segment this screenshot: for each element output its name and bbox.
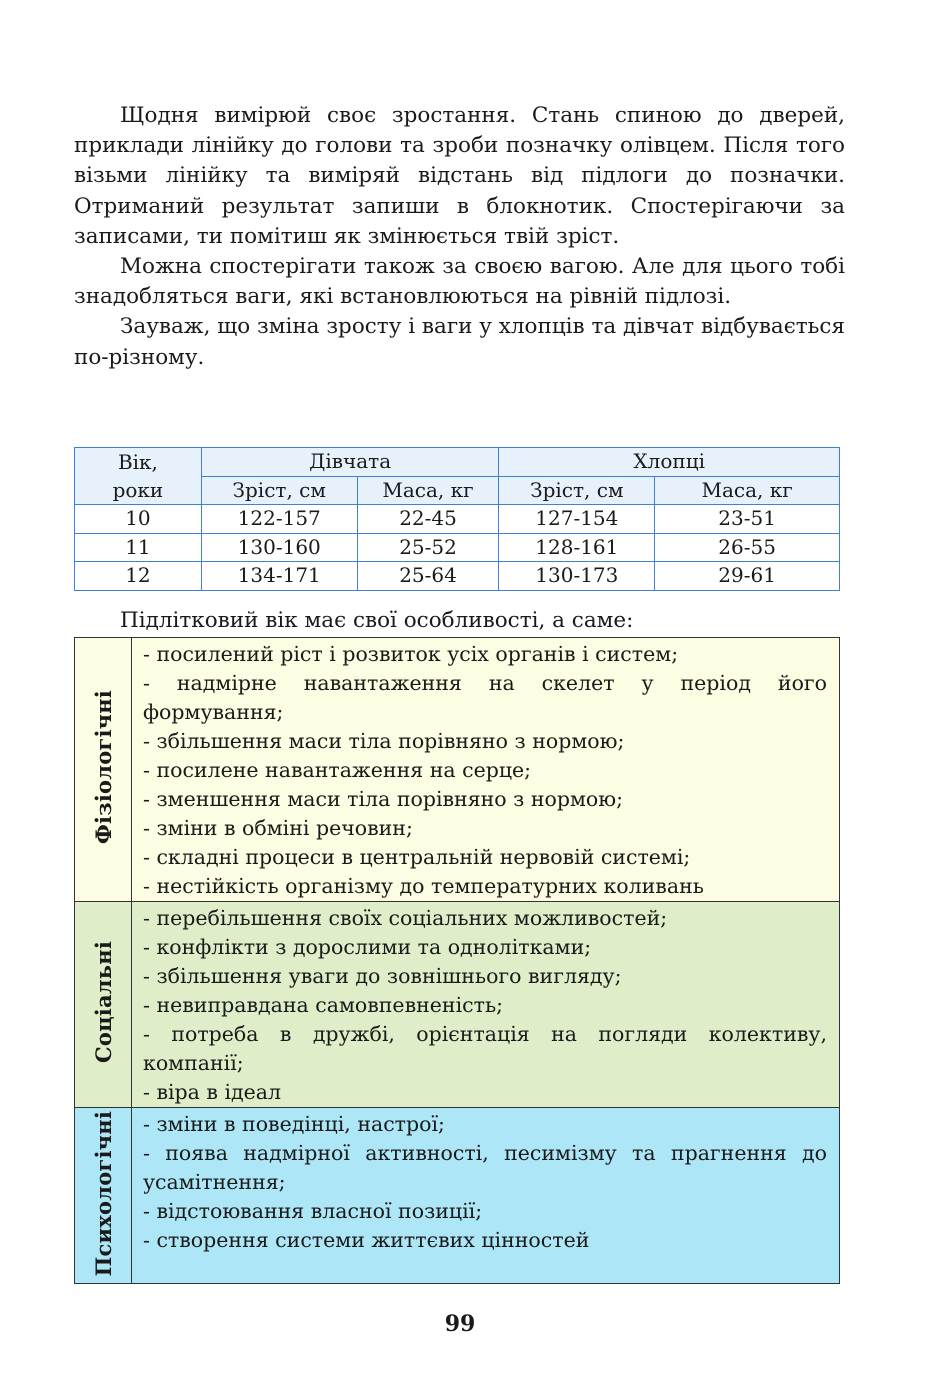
physiological-label-cell [75,638,132,902]
age-cell: 11 [75,533,202,562]
list-item: - перебільшення своїх соціальних можливостей; [143,906,668,930]
boys-mass-cell: 23-51 [655,505,840,534]
girls-mass-cell: 25-64 [357,562,499,591]
age-cell: 10 [75,505,202,534]
features-intro: Підлітковий вік має свої особливості, а саме: [120,608,634,633]
boys-height-cell: 130-173 [499,562,655,591]
boys-mass-header: Маса, кг [655,476,840,505]
psychological-row [75,1108,840,1284]
list-item: - віра в ідеал [143,1080,282,1104]
girls-mass-cell: 25-52 [357,533,499,562]
list-item: - зменшення маси тіла порівняно з нормою; [143,787,624,811]
girls-height-cell: 122-157 [201,505,357,534]
age-header: Вік, роки [75,448,202,505]
paragraph: Можна спостерігати також за своєю вагою. Але для цього тобі знадобляться ваги, які встановлюються на рівній підлозі. [74,254,845,310]
table-row [75,505,840,534]
physiological-list [132,638,839,901]
boys-mass-cell: 29-61 [655,562,840,591]
list-item: - збільшення маси тіла порівняно з нормою; [143,729,625,753]
paragraph: Щодня вимірюй своє зростання. Стань спиною до дверей, приклади лінійку до голови та зроби позначку олівцем. Після того візьми лінійку та виміряй відстань від підлоги до позначки. Отриманий результат запиши в блокнотик. Спостерігаючи за записами, ти помітиш як змінюється твій зріст. [74,103,845,249]
boys-height-cell: 128-161 [499,533,655,562]
physiological-items-cell [132,638,840,902]
boys-header: Хлопці [499,448,840,477]
list-item: - поява надмірної активності, песимізму та прагнення до усамітнення; [143,1141,827,1194]
girls-mass-header: Маса, кг [357,476,499,505]
features-table [74,637,840,1284]
list-item: - створення системи життєвих цінностей [143,1228,590,1252]
list-item: - зміни в обміні речовин; [143,816,413,840]
girls-height-cell: 130-160 [201,533,357,562]
boys-height-cell: 127-154 [499,505,655,534]
physiological-row [75,638,840,902]
list-item: - відстоювання власної позиції; [143,1199,483,1223]
psychological-items-cell [132,1108,840,1284]
girls-header: Дівчата [201,448,499,477]
girls-mass-cell: 22-45 [357,505,499,534]
social-list [132,902,839,1107]
list-item: - надмірне навантаження на скелет у період його формування; [143,671,827,724]
body-text [74,101,845,373]
list-item: - нестійкість організму до температурних коливань [143,874,704,898]
list-item: - посилений ріст і розвиток усіх органів і систем; [143,642,679,666]
physiological-label: Фізіологічні [90,690,116,845]
social-items-cell [132,902,840,1108]
list-item: - невиправдана самовпевненість; [143,993,504,1017]
boys-mass-cell: 26-55 [655,533,840,562]
list-item: - потреба в дружбі, орієнтація на погляди колективу, компанії; [143,1022,827,1075]
list-item: - складні процеси в центральній нервовій системі; [143,845,691,869]
list-item: - збільшення уваги до зовнішнього вигляду; [143,964,622,988]
list-item: - зміни в поведінці, настрої; [143,1112,445,1136]
psychological-label-cell [75,1108,132,1284]
growth-table [74,447,840,591]
table-row [75,533,840,562]
social-row [75,902,840,1108]
page-number: 99 [444,1311,476,1337]
social-label-cell [75,902,132,1108]
girls-height-cell: 134-171 [201,562,357,591]
social-label: Соціальні [90,941,116,1064]
boys-height-header: Зріст, см [499,476,655,505]
paragraph: Зауваж, що зміна зросту і ваги у хлопців та дівчат відбувається по-різному. [74,314,845,370]
psychological-label: Психологічні [90,1110,116,1277]
list-item: - посилене навантаження на серце; [143,758,532,782]
age-cell: 12 [75,562,202,591]
psychological-list [132,1108,839,1255]
girls-height-header: Зріст, см [201,476,357,505]
list-item: - конфлікти з дорослими та однолітками; [143,935,592,959]
table-row [75,562,840,591]
